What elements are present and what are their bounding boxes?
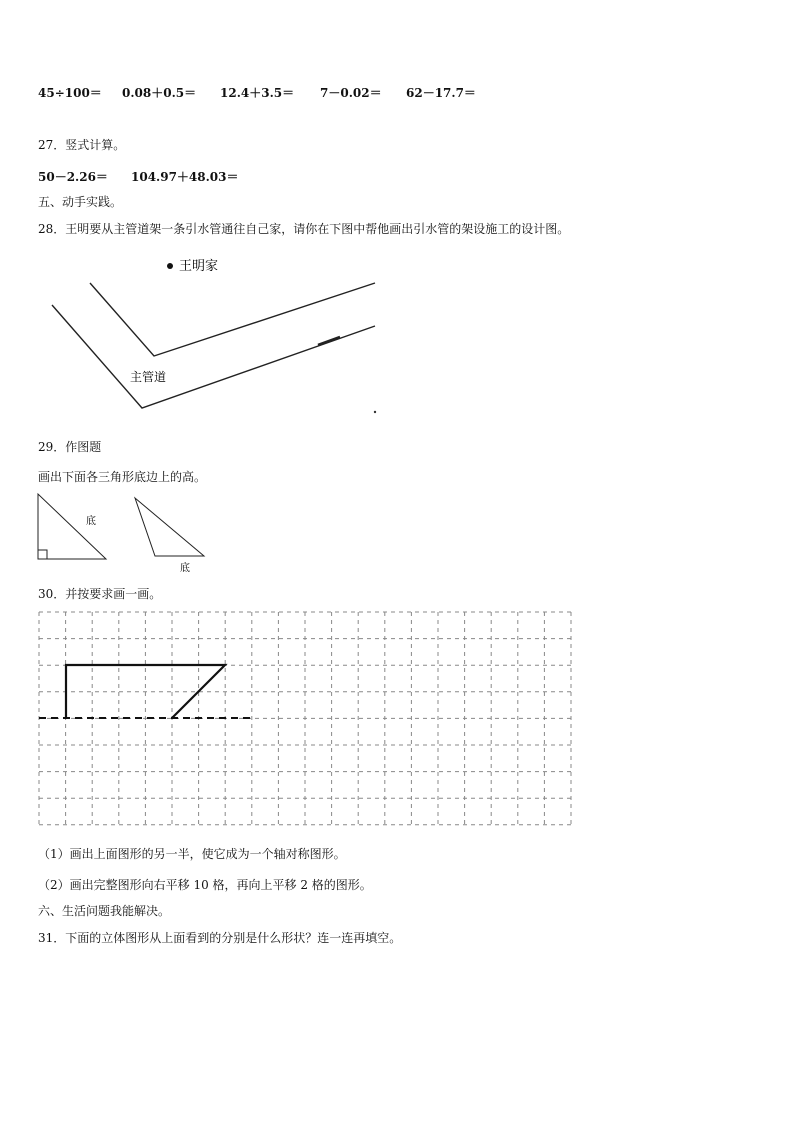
oral-calc-4: 7－0.02＝ <box>320 86 382 100</box>
oral-calc-3: 12.4＋3.5＝ <box>220 86 295 100</box>
oral-calc-5: 62－17.7＝ <box>406 86 476 100</box>
q27-problems <box>0 168 794 184</box>
pipe-lower-line <box>52 305 375 408</box>
pipe-label: 主管道 <box>130 370 167 384</box>
oral-calc-1: 45÷100＝ <box>38 86 102 100</box>
q31-text: 31．下面的立体图形从上面看到的分别是什么形状？连一连再填空。 <box>38 931 402 945</box>
q29-title: 29．作图题 <box>38 440 102 454</box>
section-5-heading: 五、动手实践。 <box>38 195 123 209</box>
home-dot <box>167 263 173 269</box>
right-angle-mark <box>38 550 47 559</box>
triangle-1-base-label: 底 <box>86 516 96 527</box>
section-6-heading: 六、生活问题我能解决。 <box>38 904 171 918</box>
right-triangle <box>38 494 106 559</box>
home-label: 王明家 <box>179 259 219 274</box>
edge-mark <box>374 411 376 413</box>
q30-sub1: （1）画出上面图形的另一半，使它成为一个轴对称图形。 <box>38 847 346 861</box>
triangle-2-base-label: 底 <box>180 563 190 574</box>
q30-title: 30．并按要求画一画。 <box>38 587 162 601</box>
q27-problem-2: 104.97＋48.03＝ <box>131 170 239 184</box>
pipe-lower-overlap <box>318 337 340 345</box>
oral-calc-row <box>0 84 794 100</box>
half-shape <box>66 665 225 718</box>
q28-text: 28．王明要从主管道架一条引水管通往自己家，请你在下图中帮他画出引水管的架设施工的设计图。 <box>38 222 570 236</box>
obtuse-triangle <box>135 498 204 556</box>
q27-problem-1: 50－2.26＝ <box>38 170 108 184</box>
pipe-upper-line <box>90 283 375 356</box>
q29-instruction: 画出下面各三角形底边上的高。 <box>38 470 207 484</box>
q27-title: 27．竖式计算。 <box>38 138 126 152</box>
q30-sub2: （2）画出完整图形向右平移 10 格，再向上平移 2 格的图形。 <box>38 878 372 892</box>
oral-calc-2: 0.08＋0.5＝ <box>122 86 197 100</box>
